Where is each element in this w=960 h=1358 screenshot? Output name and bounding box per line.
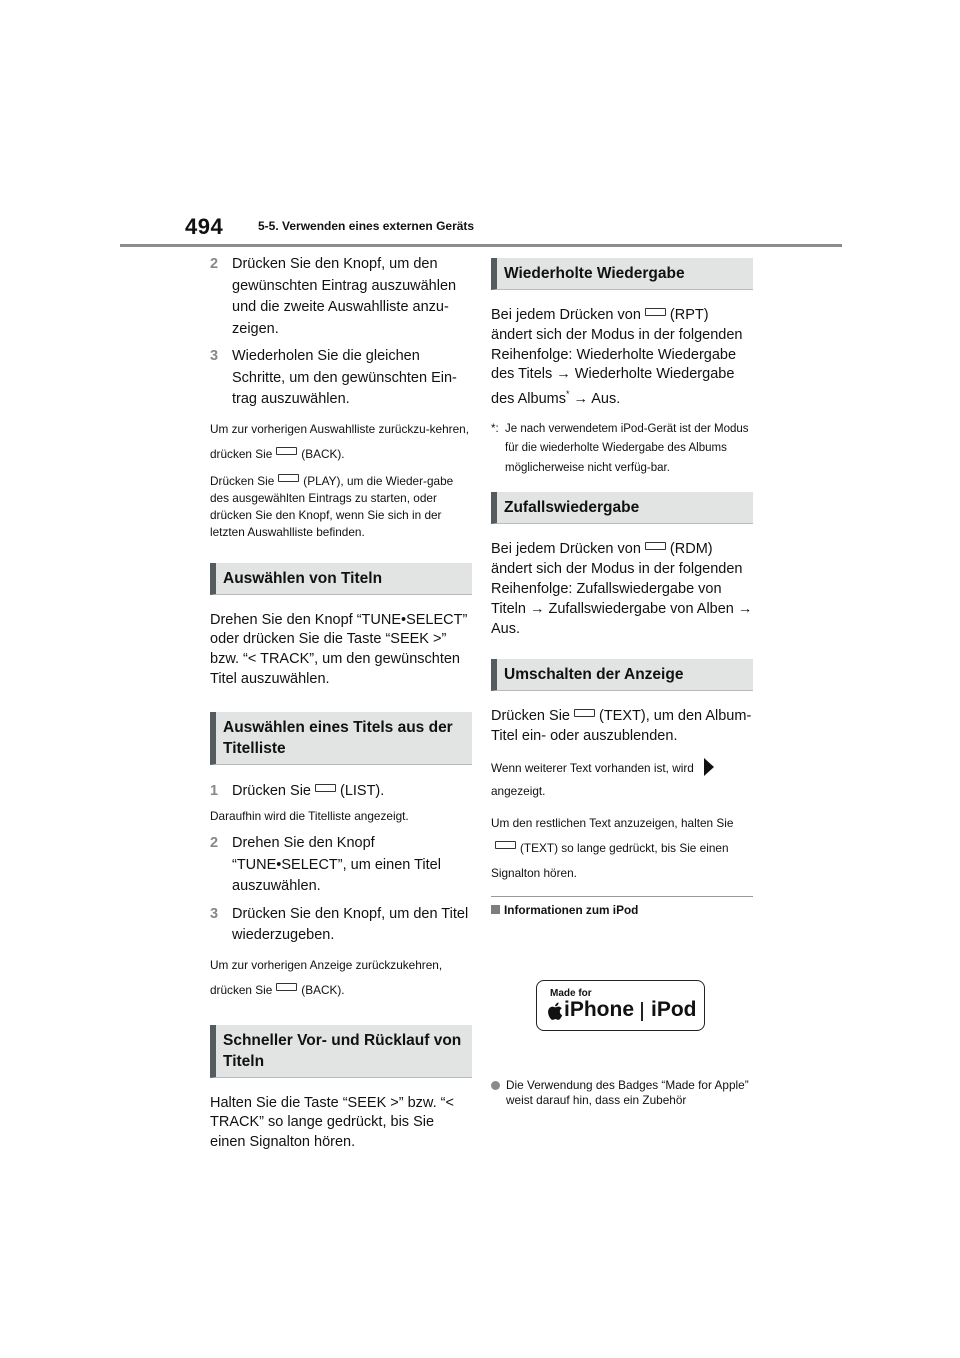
button-icon	[315, 784, 336, 792]
note-text: Um zur vorherigen Anzeige zurückzukehren, drücken Sie	[210, 957, 443, 997]
para-text: → Aus.	[569, 391, 621, 408]
para-text: Bei jedem Drücken von	[491, 307, 641, 323]
step-text: Wiederholen Sie die gleichen Schritte, um den gewünschten Ein-trag auszuwählen.	[232, 348, 457, 407]
left-column	[210, 254, 472, 1163]
button-icon	[574, 709, 595, 717]
button-icon	[276, 447, 297, 455]
note-text: (TEXT) so lange gedrückt, bis Sie einen Signalton hören.	[491, 840, 729, 880]
made-for-iphone-ipod-badge	[536, 980, 705, 1031]
paragraph: Halten Sie die Taste “SEEK >” bzw. “< TRACK” so lange gedrückt, bis Sie einen Signalton hören.	[210, 1094, 454, 1151]
step-text: Drücken Sie den Knopf, um den Titel wiederzugeben.	[232, 905, 469, 944]
heading-wiederholte-wiedergabe: Wiederholte Wiedergabe	[491, 258, 753, 290]
step-number: 3	[210, 905, 219, 922]
step-number: 3	[210, 348, 219, 364]
bullet-item	[491, 1078, 753, 1107]
step-3b	[210, 904, 472, 947]
note-text: Um den restlichen Text anzuzeigen, halten Sie	[491, 815, 734, 830]
note-text: angezeigt.	[491, 783, 546, 798]
footnote-marker: *	[565, 389, 570, 400]
para-text: (TEXT), um den Album-Titel ein- oder auszublenden.	[491, 708, 752, 745]
square-bullet-icon	[491, 905, 500, 914]
para-text: (RDM) ändert sich der Modus in der folgenden Reihenfolge: Zufallswiedergabe von Titeln → Zufallswiedergabe von Alben → Aus.	[491, 541, 753, 637]
section-title: 5-5. Verwenden eines externen Geräts	[258, 219, 475, 233]
button-icon	[278, 474, 299, 482]
info-divider	[491, 896, 753, 897]
note-play	[210, 473, 472, 541]
note-text: (PLAY), um die Wieder-gabe des ausgewählten Eintrags zu starten, oder drücken Sie den Knopf, wenn Sie sich in der letzten Auswahlliste befinden.	[210, 473, 454, 539]
note-text: (BACK).	[301, 982, 345, 997]
note-text: Drücken Sie	[210, 473, 275, 488]
heading-titelliste: Auswählen eines Titels aus der Titelliste	[210, 712, 472, 765]
para-text: Bei jedem Drücken von	[491, 541, 641, 558]
heading-zufallswiedergabe: Zufallswiedergabe	[491, 492, 753, 524]
info-heading	[491, 901, 753, 919]
step-number: 2	[210, 835, 219, 852]
button-icon	[276, 983, 297, 991]
note-titelliste: Daraufhin wird die Titelliste angezeigt.	[210, 809, 409, 824]
apple-logo-icon	[547, 1001, 565, 1021]
footnote-text: Je nach verwendetem iPod-Gerät ist der Modus für die wiederholte Wiedergabe des Albums möglicherweise nicht verfüg-bar.	[505, 422, 749, 474]
note-hold-text	[491, 811, 753, 886]
step-text: (LIST).	[339, 782, 385, 799]
note-text: Wenn weiterer Text vorhanden ist, wird	[491, 760, 694, 775]
note-text: (BACK).	[301, 446, 345, 461]
note-back-2	[210, 953, 472, 1003]
step-number: 2	[210, 256, 219, 272]
note-text: Um zur vorherigen Auswahlliste zurückzu-kehren, drücken Sie	[210, 421, 469, 461]
para-text: Drücken Sie	[491, 708, 570, 725]
step-text: Drücken Sie den Knopf, um den gewünschten Eintrag auszuwählen und die zweite Auswahlliste anzu-zeigen.	[232, 256, 457, 337]
button-icon	[645, 308, 666, 316]
note-more-text	[491, 757, 753, 803]
button-icon	[495, 841, 516, 849]
footnote-mark: *:	[491, 422, 499, 435]
paragraph-rpt	[491, 306, 753, 410]
paragraph: Drehen Sie den Knopf “TUNE•SELECT” oder drücken Sie die Taste “SEEK >” bzw. “< TRACK”, um den gewünschten Titel auszuwählen.	[210, 611, 468, 687]
para-text: (RPT) ändert sich der Modus in der folgenden Reihenfolge: Wiederholte Wiedergabe des Titels → Wiederholte Wiedergabe des Albums	[491, 307, 743, 408]
paragraph-text	[491, 707, 753, 747]
right-column	[491, 258, 753, 919]
note-back	[210, 417, 472, 467]
footnote	[491, 420, 753, 479]
badge-ipod: iPod	[651, 998, 697, 1021]
button-icon	[645, 542, 666, 550]
badge-separator	[641, 1002, 643, 1021]
paragraph-rdm	[491, 540, 753, 639]
bullet-dot-icon	[491, 1081, 500, 1090]
step-text: Drücken Sie	[232, 782, 311, 799]
heading-umschalten-anzeige: Umschalten der Anzeige	[491, 659, 753, 691]
info-heading-text: Informationen zum iPod	[504, 902, 639, 917]
step-1b	[210, 781, 472, 803]
step-2b	[210, 833, 472, 898]
page-number: 494	[185, 214, 224, 239]
heading-vor-ruecklauf: Schneller Vor- und Rücklauf von Titeln	[210, 1025, 472, 1078]
header-rule	[120, 244, 842, 247]
step-2a	[210, 254, 472, 340]
step-3a	[210, 346, 472, 411]
badge-iphone: iPhone	[564, 998, 635, 1021]
more-text-arrow-icon	[704, 758, 714, 776]
bullet-text: Die Verwendung des Badges “Made for Apple” weist darauf hin, dass ein Zubehör	[506, 1078, 749, 1107]
badge-made-for: Made for	[550, 988, 592, 999]
step-number: 1	[210, 782, 219, 799]
heading-auswaehlen-von-titeln: Auswählen von Titeln	[210, 563, 472, 595]
step-text: Drehen Sie den Knopf “TUNE•SELECT”, um einen Titel auszuwählen.	[232, 835, 441, 895]
